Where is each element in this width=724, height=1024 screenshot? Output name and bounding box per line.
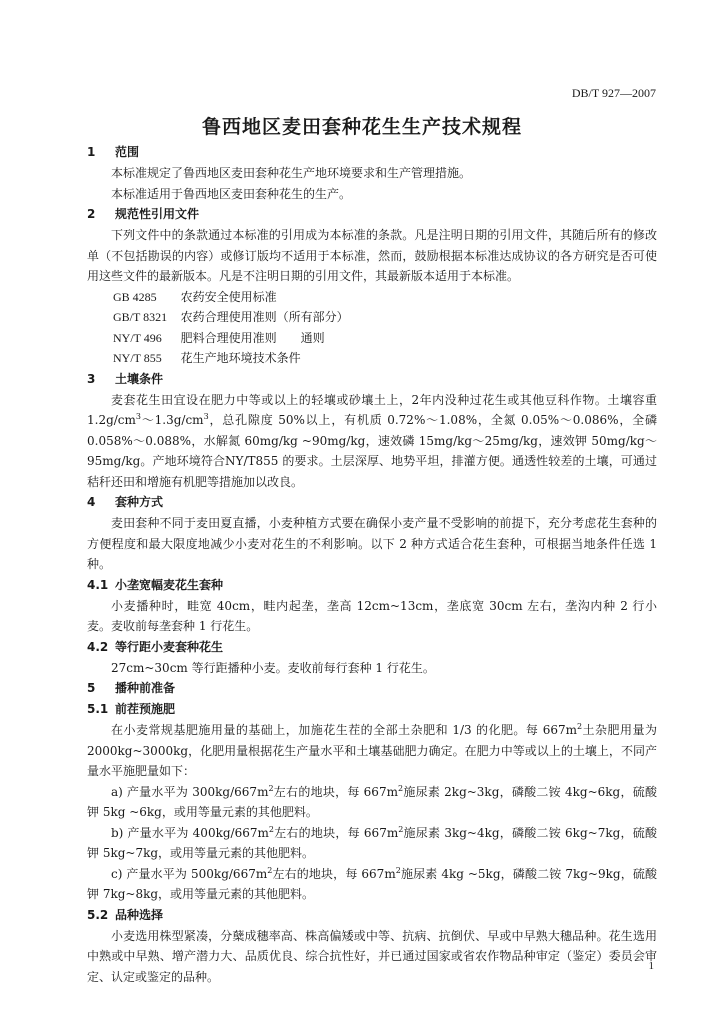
paragraph: 本标准适用于鲁西地区麦田套种花生的生产。 [111, 186, 352, 201]
standard-code: DB/T 927—2007 [571, 86, 656, 100]
list-item: a) 产量水平为 $300kg/667m^2$左右的地块，每 $667m^2$施尿素 2kg~3kg，磷酸二铵 4kg~6kg，硫酸钾 5kg ~6kg，或用等量元素的其他肥料。 [87, 783, 658, 819]
paragraph: 麦田套种不同于麦田夏直播，小麦种植方式要在确保小麦产量不受影响的前提下，充分考虑花生套种的方便程度和最大限度地减少小麦对花生的不利影响。以下 2 种方式适合花生套种，可根据当地条件任选 1 种。 [87, 516, 657, 571]
document-body [87, 142, 657, 987]
page-title: 鲁西地区麦田套种花生生产技术规程 [201, 116, 522, 138]
section-heading: 1 范围 [87, 145, 140, 159]
paragraph: 在小麦常规基肥施用量的基础上，加施花生茬的全部土杂肥和 1/3 的化肥。每 $667m^2$土杂肥用量为 2000kg~3000kg，化肥用量根据花生产量水平和土壤基础肥力确定。在肥力中等或以上的土壤上，不同产量水平施肥量如下： [87, 722, 657, 778]
paragraph: 下列文件中的条款通过本标准的引用成为本标准的条款。凡是注明日期的引用文件，其随后所有的修改单（不包括勘误的内容）或修订版均不适用于本标准，然而，鼓励根据本标准达成协议的各方研究是否可使用这些文件的最新版本。凡是不注明日期的引用文件，其最新版本适用于本标准。 [87, 228, 657, 283]
list-item: c) 产量水平为 $500kg/667m^2$左右的地块，每 $667m^2$施尿素 4kg ~5kg，磷酸二铵 7kg~9kg，硫酸钾 7kg~8kg，或用等量元素的其他肥料。 [87, 865, 657, 901]
paragraph: 麦套花生田宜设在肥力中等或以上的轻壤或砂壤土上，2年内没种过花生或其他豆科作物。土壤容重 $1.2g/cm^3\sim 1.3g/cm^3$，总孔隙度 50%以上，有机质 0.72%～1.08%，全氮 0.05%～0.086%，全磷 0.058%～0.088%，水解氮 60mg/kg ~90mg/kg，速效磷 15mg/kg～25mg/kg，速效钾 50mg/kg～95mg/kg。产地环境符合NY/T855 的要求。土层深厚、地势平坦，排灌方便。通透性较差的土壤，可通过秸秆还田和增施有机肥等措施加以改良。 [87, 392, 657, 489]
page-number: 1 [648, 960, 654, 972]
paragraph: 本标准规定了鲁西地区麦田套种花生产地环境要求和生产管理措施。 [111, 166, 472, 180]
reference-item: NY/T 496 肥料合理使用准则 通则 [113, 330, 325, 345]
section-heading: 5 播种前准备 [87, 681, 176, 695]
list-item: b) 产量水平为 $400kg/667m^2$左右的地块，每 $667m^2$施尿素 3kg~4kg，磷酸二铵 6kg~7kg，硫酸钾 5kg~7kg，或用等量元素的其他肥料。 [87, 824, 657, 860]
section-heading: 3 土壤条件 [87, 371, 164, 386]
reference-item: GB/T 8321 农药合理使用准则（所有部分） [113, 310, 349, 324]
subsection-heading: 4.1 小垄宽幅麦花生套种 [87, 577, 224, 592]
subsection-heading: 4.2 等行距小麦套种花生 [87, 639, 224, 654]
subsection-heading: 5.2 品种选择 [87, 907, 164, 922]
paragraph: 小麦播种时，畦宽 40cm，畦内起垄，垄高 12cm~13cm，垄底宽 30cm 左右，垄沟内种 2 行小麦。麦收前每垄套种 1 行花生。 [87, 598, 657, 633]
reference-item: GB 4285 农药安全使用标准 [113, 289, 277, 304]
section-heading: 2 规范性引用文件 [87, 207, 200, 221]
section-heading: 4 套种方式 [87, 495, 164, 509]
paragraph: 小麦选用株型紧凑，分蘖成穗率高、株高偏矮或中等、抗病、抗倒伏、早或中早熟大穗品种。花生选用中熟或中早熟、增产潜力大、品质优良、综合抗性好，并已通过国家或省农作物品种审定（鉴定）委员会审定、认定或鉴定的品种。 [87, 928, 657, 984]
reference-item: NY/T 855 花生产地环境技术条件 [113, 351, 301, 365]
paragraph: 27cm~30cm 等行距播种小麦。麦收前每行套种 1 行花生。 [111, 660, 435, 675]
subsection-heading: 5.1 前茬预施肥 [87, 702, 176, 716]
